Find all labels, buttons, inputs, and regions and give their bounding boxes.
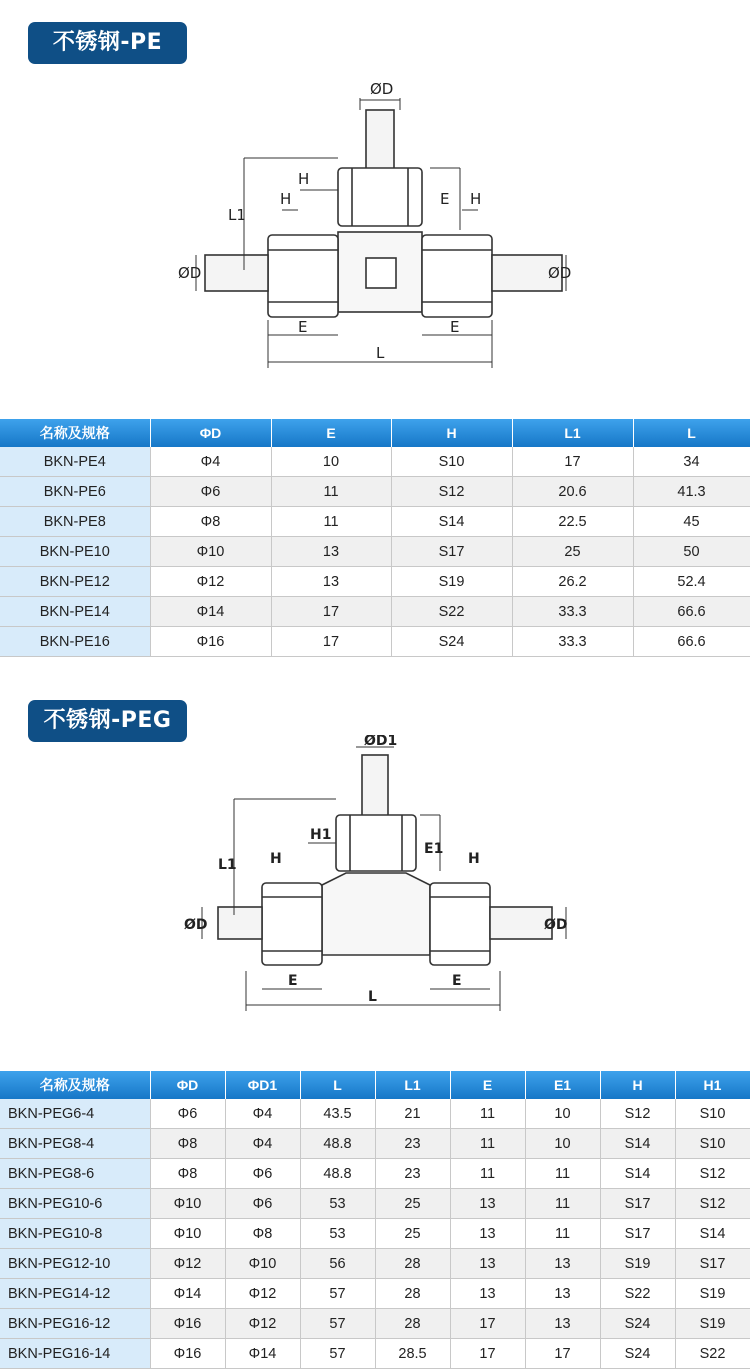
table-cell: 56 bbox=[300, 1249, 375, 1279]
table-row bbox=[0, 567, 750, 597]
column-header: L1 bbox=[375, 1071, 450, 1099]
table-cell: S10 bbox=[391, 447, 512, 477]
table-cell: 23 bbox=[375, 1129, 450, 1159]
dim-label-h-top: H bbox=[298, 170, 310, 188]
dim-label-h-right: H bbox=[468, 851, 480, 867]
model-name-cell: BKN-PE14 bbox=[0, 597, 150, 627]
table-cell: S14 bbox=[600, 1129, 675, 1159]
table-cell: S12 bbox=[675, 1189, 750, 1219]
table-cell: 11 bbox=[525, 1189, 600, 1219]
dim-label-od-left: ØD bbox=[178, 264, 202, 282]
model-name-cell: BKN-PEG10-6 bbox=[0, 1189, 150, 1219]
table-row bbox=[0, 1129, 750, 1159]
table-row bbox=[0, 1159, 750, 1189]
table-cell: 17 bbox=[271, 627, 391, 657]
table-cell: Φ4 bbox=[150, 447, 271, 477]
model-name-cell: BKN-PE12 bbox=[0, 567, 150, 597]
table-cell: 45 bbox=[633, 507, 750, 537]
table-cell: 11 bbox=[450, 1159, 525, 1189]
table-cell: Φ10 bbox=[150, 1189, 225, 1219]
column-header: L bbox=[300, 1071, 375, 1099]
table-cell: 13 bbox=[450, 1189, 525, 1219]
table-cell: S12 bbox=[600, 1099, 675, 1129]
table-header-row bbox=[0, 419, 750, 447]
column-header: E1 bbox=[525, 1071, 600, 1099]
column-header: E bbox=[271, 419, 391, 447]
table-cell: S12 bbox=[391, 477, 512, 507]
dim-label-od1-top: ØD1 bbox=[364, 735, 398, 749]
dim-label-l1: L1 bbox=[228, 206, 246, 224]
table-cell: Φ16 bbox=[150, 627, 271, 657]
dim-label-od-right: ØD bbox=[544, 917, 568, 933]
table-cell: 11 bbox=[450, 1099, 525, 1129]
dim-label-e-right: E bbox=[452, 973, 462, 989]
table-cell: 33.3 bbox=[512, 627, 633, 657]
table-cell: Φ16 bbox=[150, 1309, 225, 1339]
model-name-cell: BKN-PEG16-12 bbox=[0, 1309, 150, 1339]
table-cell: 53 bbox=[300, 1189, 375, 1219]
table-row bbox=[0, 1189, 750, 1219]
column-header: ΦD bbox=[150, 419, 271, 447]
table-cell: Φ14 bbox=[150, 1279, 225, 1309]
table-cell: 52.4 bbox=[633, 567, 750, 597]
table-cell: Φ8 bbox=[225, 1219, 300, 1249]
dim-label-e-right: E bbox=[450, 318, 460, 336]
table-cell: 26.2 bbox=[512, 567, 633, 597]
peg-spec-table bbox=[0, 1071, 750, 1369]
table-cell: 17 bbox=[271, 597, 391, 627]
dim-label-h-left: H bbox=[270, 851, 282, 867]
column-header: H bbox=[391, 419, 512, 447]
model-name-cell: BKN-PE8 bbox=[0, 507, 150, 537]
table-cell: Φ14 bbox=[150, 597, 271, 627]
table-cell: Φ12 bbox=[150, 567, 271, 597]
dim-label-l: L bbox=[376, 344, 385, 362]
model-name-cell: BKN-PE10 bbox=[0, 537, 150, 567]
table-cell: 13 bbox=[525, 1249, 600, 1279]
table-cell: S24 bbox=[391, 627, 512, 657]
table-cell: Φ10 bbox=[225, 1249, 300, 1279]
model-name-cell: BKN-PE16 bbox=[0, 627, 150, 657]
table-cell: S19 bbox=[600, 1249, 675, 1279]
model-name-cell: BKN-PEG8-4 bbox=[0, 1129, 150, 1159]
model-name-cell: BKN-PEG16-14 bbox=[0, 1339, 150, 1369]
table-cell: S10 bbox=[675, 1129, 750, 1159]
table-cell: 10 bbox=[525, 1099, 600, 1129]
table-cell: Φ6 bbox=[150, 477, 271, 507]
table-cell: 28.5 bbox=[375, 1339, 450, 1369]
table-cell: 11 bbox=[271, 507, 391, 537]
table-cell: Φ10 bbox=[150, 1219, 225, 1249]
table-cell: 57 bbox=[300, 1309, 375, 1339]
table-cell: 11 bbox=[525, 1219, 600, 1249]
table-cell: Φ8 bbox=[150, 1129, 225, 1159]
peg-tee-drawing bbox=[0, 735, 750, 1035]
table-cell: 13 bbox=[450, 1279, 525, 1309]
column-header: L bbox=[633, 419, 750, 447]
table-cell: S22 bbox=[675, 1339, 750, 1369]
table-cell: 33.3 bbox=[512, 597, 633, 627]
table-cell: S24 bbox=[600, 1339, 675, 1369]
table-row bbox=[0, 1219, 750, 1249]
table-cell: Φ4 bbox=[225, 1099, 300, 1129]
table-cell: Φ6 bbox=[225, 1189, 300, 1219]
table-cell: 17 bbox=[525, 1339, 600, 1369]
column-header: 名称及规格 bbox=[0, 419, 150, 447]
table-cell: 10 bbox=[525, 1129, 600, 1159]
table-cell: 57 bbox=[300, 1279, 375, 1309]
table-cell: Φ8 bbox=[150, 507, 271, 537]
column-header: ΦD1 bbox=[225, 1071, 300, 1099]
table-cell: 28 bbox=[375, 1279, 450, 1309]
table-cell: 20.6 bbox=[512, 477, 633, 507]
section-title-pe: 不锈钢-PE bbox=[28, 22, 187, 64]
table-cell: 23 bbox=[375, 1159, 450, 1189]
table-cell: S14 bbox=[600, 1159, 675, 1189]
section-title-peg: 不锈钢-PEG bbox=[28, 700, 187, 742]
table-cell: S19 bbox=[675, 1279, 750, 1309]
table-cell: S17 bbox=[391, 537, 512, 567]
table-cell: Φ12 bbox=[150, 1249, 225, 1279]
dim-label-l: L bbox=[368, 989, 377, 1005]
table-cell: Φ8 bbox=[150, 1159, 225, 1189]
table-cell: Φ14 bbox=[225, 1339, 300, 1369]
model-name-cell: BKN-PE4 bbox=[0, 447, 150, 477]
dim-label-h1: H1 bbox=[310, 827, 332, 843]
table-row bbox=[0, 627, 750, 657]
table-cell: 13 bbox=[450, 1219, 525, 1249]
table-cell: S22 bbox=[600, 1279, 675, 1309]
table-cell: 28 bbox=[375, 1249, 450, 1279]
table-cell: Φ16 bbox=[150, 1339, 225, 1369]
table-row bbox=[0, 447, 750, 477]
table-row bbox=[0, 537, 750, 567]
table-cell: S12 bbox=[675, 1159, 750, 1189]
table-cell: 25 bbox=[512, 537, 633, 567]
table-header-row bbox=[0, 1071, 750, 1099]
table-cell: 43.5 bbox=[300, 1099, 375, 1129]
column-header: H1 bbox=[675, 1071, 750, 1099]
column-header: E bbox=[450, 1071, 525, 1099]
table-cell: 13 bbox=[450, 1249, 525, 1279]
table-row bbox=[0, 597, 750, 627]
table-cell: 11 bbox=[450, 1129, 525, 1159]
dim-label-e-top: E bbox=[440, 190, 450, 208]
table-cell: Φ4 bbox=[225, 1129, 300, 1159]
dim-label-od-right: ØD bbox=[548, 264, 572, 282]
table-cell: S24 bbox=[600, 1309, 675, 1339]
table-cell: 13 bbox=[525, 1309, 600, 1339]
dim-label-e1: E1 bbox=[424, 841, 444, 857]
table-cell: S17 bbox=[600, 1219, 675, 1249]
dim-label-h-right: H bbox=[470, 190, 482, 208]
table-cell: 48.8 bbox=[300, 1129, 375, 1159]
table-cell: Φ10 bbox=[150, 537, 271, 567]
table-cell: 17 bbox=[512, 447, 633, 477]
table-row bbox=[0, 1099, 750, 1129]
table-cell: 17 bbox=[450, 1309, 525, 1339]
table-cell: 10 bbox=[271, 447, 391, 477]
table-row bbox=[0, 1249, 750, 1279]
table-cell: 66.6 bbox=[633, 597, 750, 627]
table-cell: S17 bbox=[675, 1249, 750, 1279]
table-row bbox=[0, 1309, 750, 1339]
table-cell: 41.3 bbox=[633, 477, 750, 507]
table-row bbox=[0, 477, 750, 507]
table-cell: 66.6 bbox=[633, 627, 750, 657]
table-cell: 21 bbox=[375, 1099, 450, 1129]
table-cell: 13 bbox=[271, 537, 391, 567]
model-name-cell: BKN-PEG6-4 bbox=[0, 1099, 150, 1129]
column-header: H bbox=[600, 1071, 675, 1099]
model-name-cell: BKN-PEG12-10 bbox=[0, 1249, 150, 1279]
table-cell: 11 bbox=[271, 477, 391, 507]
pe-tee-drawing bbox=[0, 70, 750, 400]
table-cell: Φ12 bbox=[225, 1279, 300, 1309]
table-row bbox=[0, 1279, 750, 1309]
table-cell: 22.5 bbox=[512, 507, 633, 537]
table-cell: 11 bbox=[525, 1159, 600, 1189]
table-cell: 34 bbox=[633, 447, 750, 477]
column-header: L1 bbox=[512, 419, 633, 447]
dim-label-e-left: E bbox=[288, 973, 298, 989]
dim-label-od-top: ØD bbox=[370, 80, 394, 98]
model-name-cell: BKN-PE6 bbox=[0, 477, 150, 507]
table-cell: S19 bbox=[675, 1309, 750, 1339]
table-cell: Φ12 bbox=[225, 1309, 300, 1339]
table-cell: S17 bbox=[600, 1189, 675, 1219]
model-name-cell: BKN-PEG10-8 bbox=[0, 1219, 150, 1249]
table-cell: Φ6 bbox=[150, 1099, 225, 1129]
table-cell: Φ6 bbox=[225, 1159, 300, 1189]
model-name-cell: BKN-PEG14-12 bbox=[0, 1279, 150, 1309]
table-cell: S22 bbox=[391, 597, 512, 627]
dim-label-h-left: H bbox=[280, 190, 292, 208]
table-cell: 25 bbox=[375, 1219, 450, 1249]
table-cell: S19 bbox=[391, 567, 512, 597]
table-cell: 48.8 bbox=[300, 1159, 375, 1189]
pe-spec-table bbox=[0, 419, 750, 657]
dim-label-l1: L1 bbox=[218, 857, 237, 873]
table-cell: 28 bbox=[375, 1309, 450, 1339]
table-row bbox=[0, 507, 750, 537]
table-cell: 13 bbox=[525, 1279, 600, 1309]
table-cell: S14 bbox=[391, 507, 512, 537]
dim-label-e-left: E bbox=[298, 318, 308, 336]
table-cell: 53 bbox=[300, 1219, 375, 1249]
table-cell: S10 bbox=[675, 1099, 750, 1129]
table-cell: 17 bbox=[450, 1339, 525, 1369]
table-cell: S14 bbox=[675, 1219, 750, 1249]
table-cell: 25 bbox=[375, 1189, 450, 1219]
model-name-cell: BKN-PEG8-6 bbox=[0, 1159, 150, 1189]
column-header: ΦD bbox=[150, 1071, 225, 1099]
table-cell: 13 bbox=[271, 567, 391, 597]
table-cell: 50 bbox=[633, 537, 750, 567]
table-row bbox=[0, 1339, 750, 1369]
dim-label-od-left: ØD bbox=[184, 917, 208, 933]
column-header: 名称及规格 bbox=[0, 1071, 150, 1099]
table-cell: 57 bbox=[300, 1339, 375, 1369]
